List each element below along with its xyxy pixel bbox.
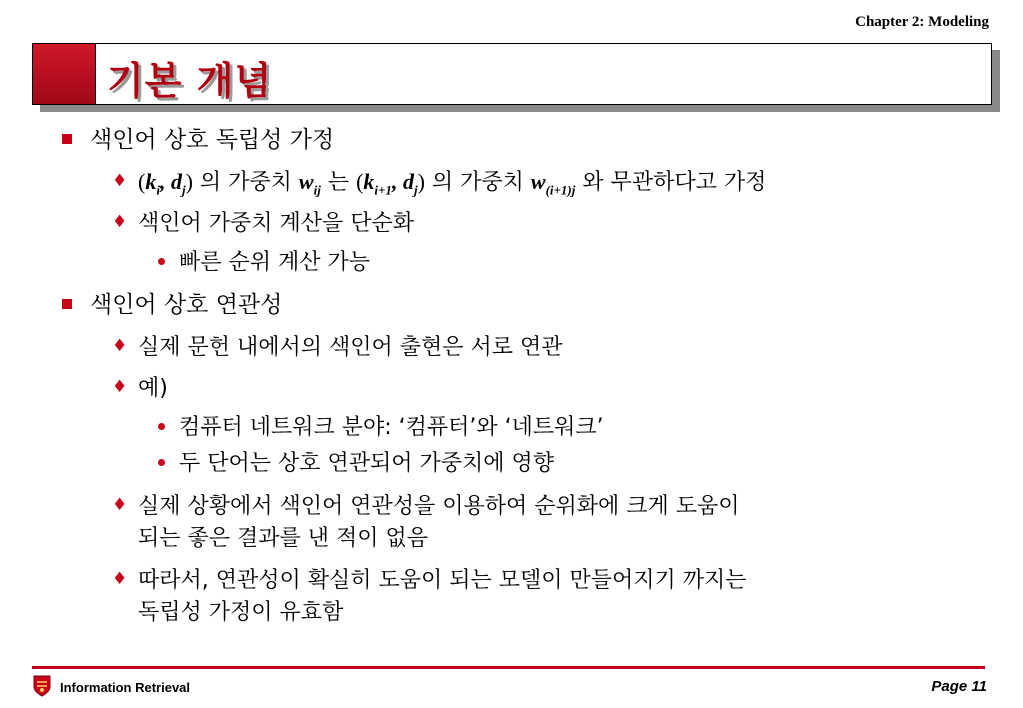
diamond-bullet-icon: ♦: [112, 171, 128, 191]
diamond-bullet-icon: ♦: [112, 212, 128, 232]
bullet-l2: [112, 374, 168, 404]
bullet-l2: [112, 209, 414, 239]
bullet-continuation: 독립성 가정이 유효함: [138, 600, 344, 625]
footer-course-name: Information Retrieval: [60, 680, 191, 695]
university-crest-icon: [33, 675, 51, 697]
bullet-text: 따라서, 연관성이 확실히 도움이 되는 모델이 만들어지기 까지는: [138, 568, 747, 593]
bullet-l2: [112, 566, 747, 596]
bullet-text: 컴퓨터 네트워크 분야: ‘컴퓨터’와 ‘네트워크’: [179, 415, 604, 440]
bullet-text: 실제 문헌 내에서의 색인어 출현은 서로 연관: [138, 335, 563, 360]
bullet-text: 색인어 가중치 계산을 단순화: [138, 211, 415, 236]
chapter-label: Chapter 2: Modeling: [855, 14, 989, 30]
title-accent-block: [33, 44, 96, 104]
title-bar: [32, 43, 992, 105]
footer-divider: [32, 666, 985, 669]
dot-bullet-icon: [158, 459, 165, 466]
diamond-bullet-icon: ♦: [112, 336, 128, 356]
slide-title: 기본 개념: [107, 59, 273, 103]
bullet-l1: [62, 290, 282, 321]
square-bullet-icon: [62, 134, 72, 144]
bullet-l3: [158, 449, 554, 479]
bullet-l2: ♦ ($k_i$, $d_j$) 의 가중치 $w_{ij}$ 는 ($k_{i+1}$, $d_j$) 의 가중치 $w_{(i+1)j}$ 와 무관하다고 가정: [112, 167, 766, 205]
diamond-bullet-icon: ♦: [112, 377, 128, 397]
dot-bullet-icon: [158, 258, 165, 265]
bullet-text: 두 단어는 상호 연관되어 가중치에 영향: [179, 451, 554, 476]
dot-bullet-icon: [158, 423, 165, 430]
bullet-continuation: 되는 좋은 결과를 낸 적이 없음: [138, 526, 428, 551]
bullet-text: 실제 상황에서 색인어 연관성을 이용하여 순위화에 크게 도움이: [138, 494, 740, 519]
bullet-l1: [62, 125, 334, 156]
bullet-text: 예): [138, 376, 168, 401]
diamond-bullet-icon: ♦: [112, 495, 128, 515]
bullet-l3: [158, 248, 370, 278]
bullet-text: 빠른 순위 계산 가능: [179, 250, 370, 275]
diamond-bullet-icon: ♦: [112, 569, 128, 589]
bullet-text: 색인어 상호 독립성 가정: [90, 127, 335, 153]
bullet-l2: [112, 333, 563, 363]
bullet-l2: [112, 492, 740, 522]
bullet-text: 색인어 상호 연관성: [90, 292, 283, 318]
page-number: Page 11: [931, 678, 987, 695]
bullet-l3: [158, 413, 604, 443]
square-bullet-icon: [62, 299, 72, 309]
